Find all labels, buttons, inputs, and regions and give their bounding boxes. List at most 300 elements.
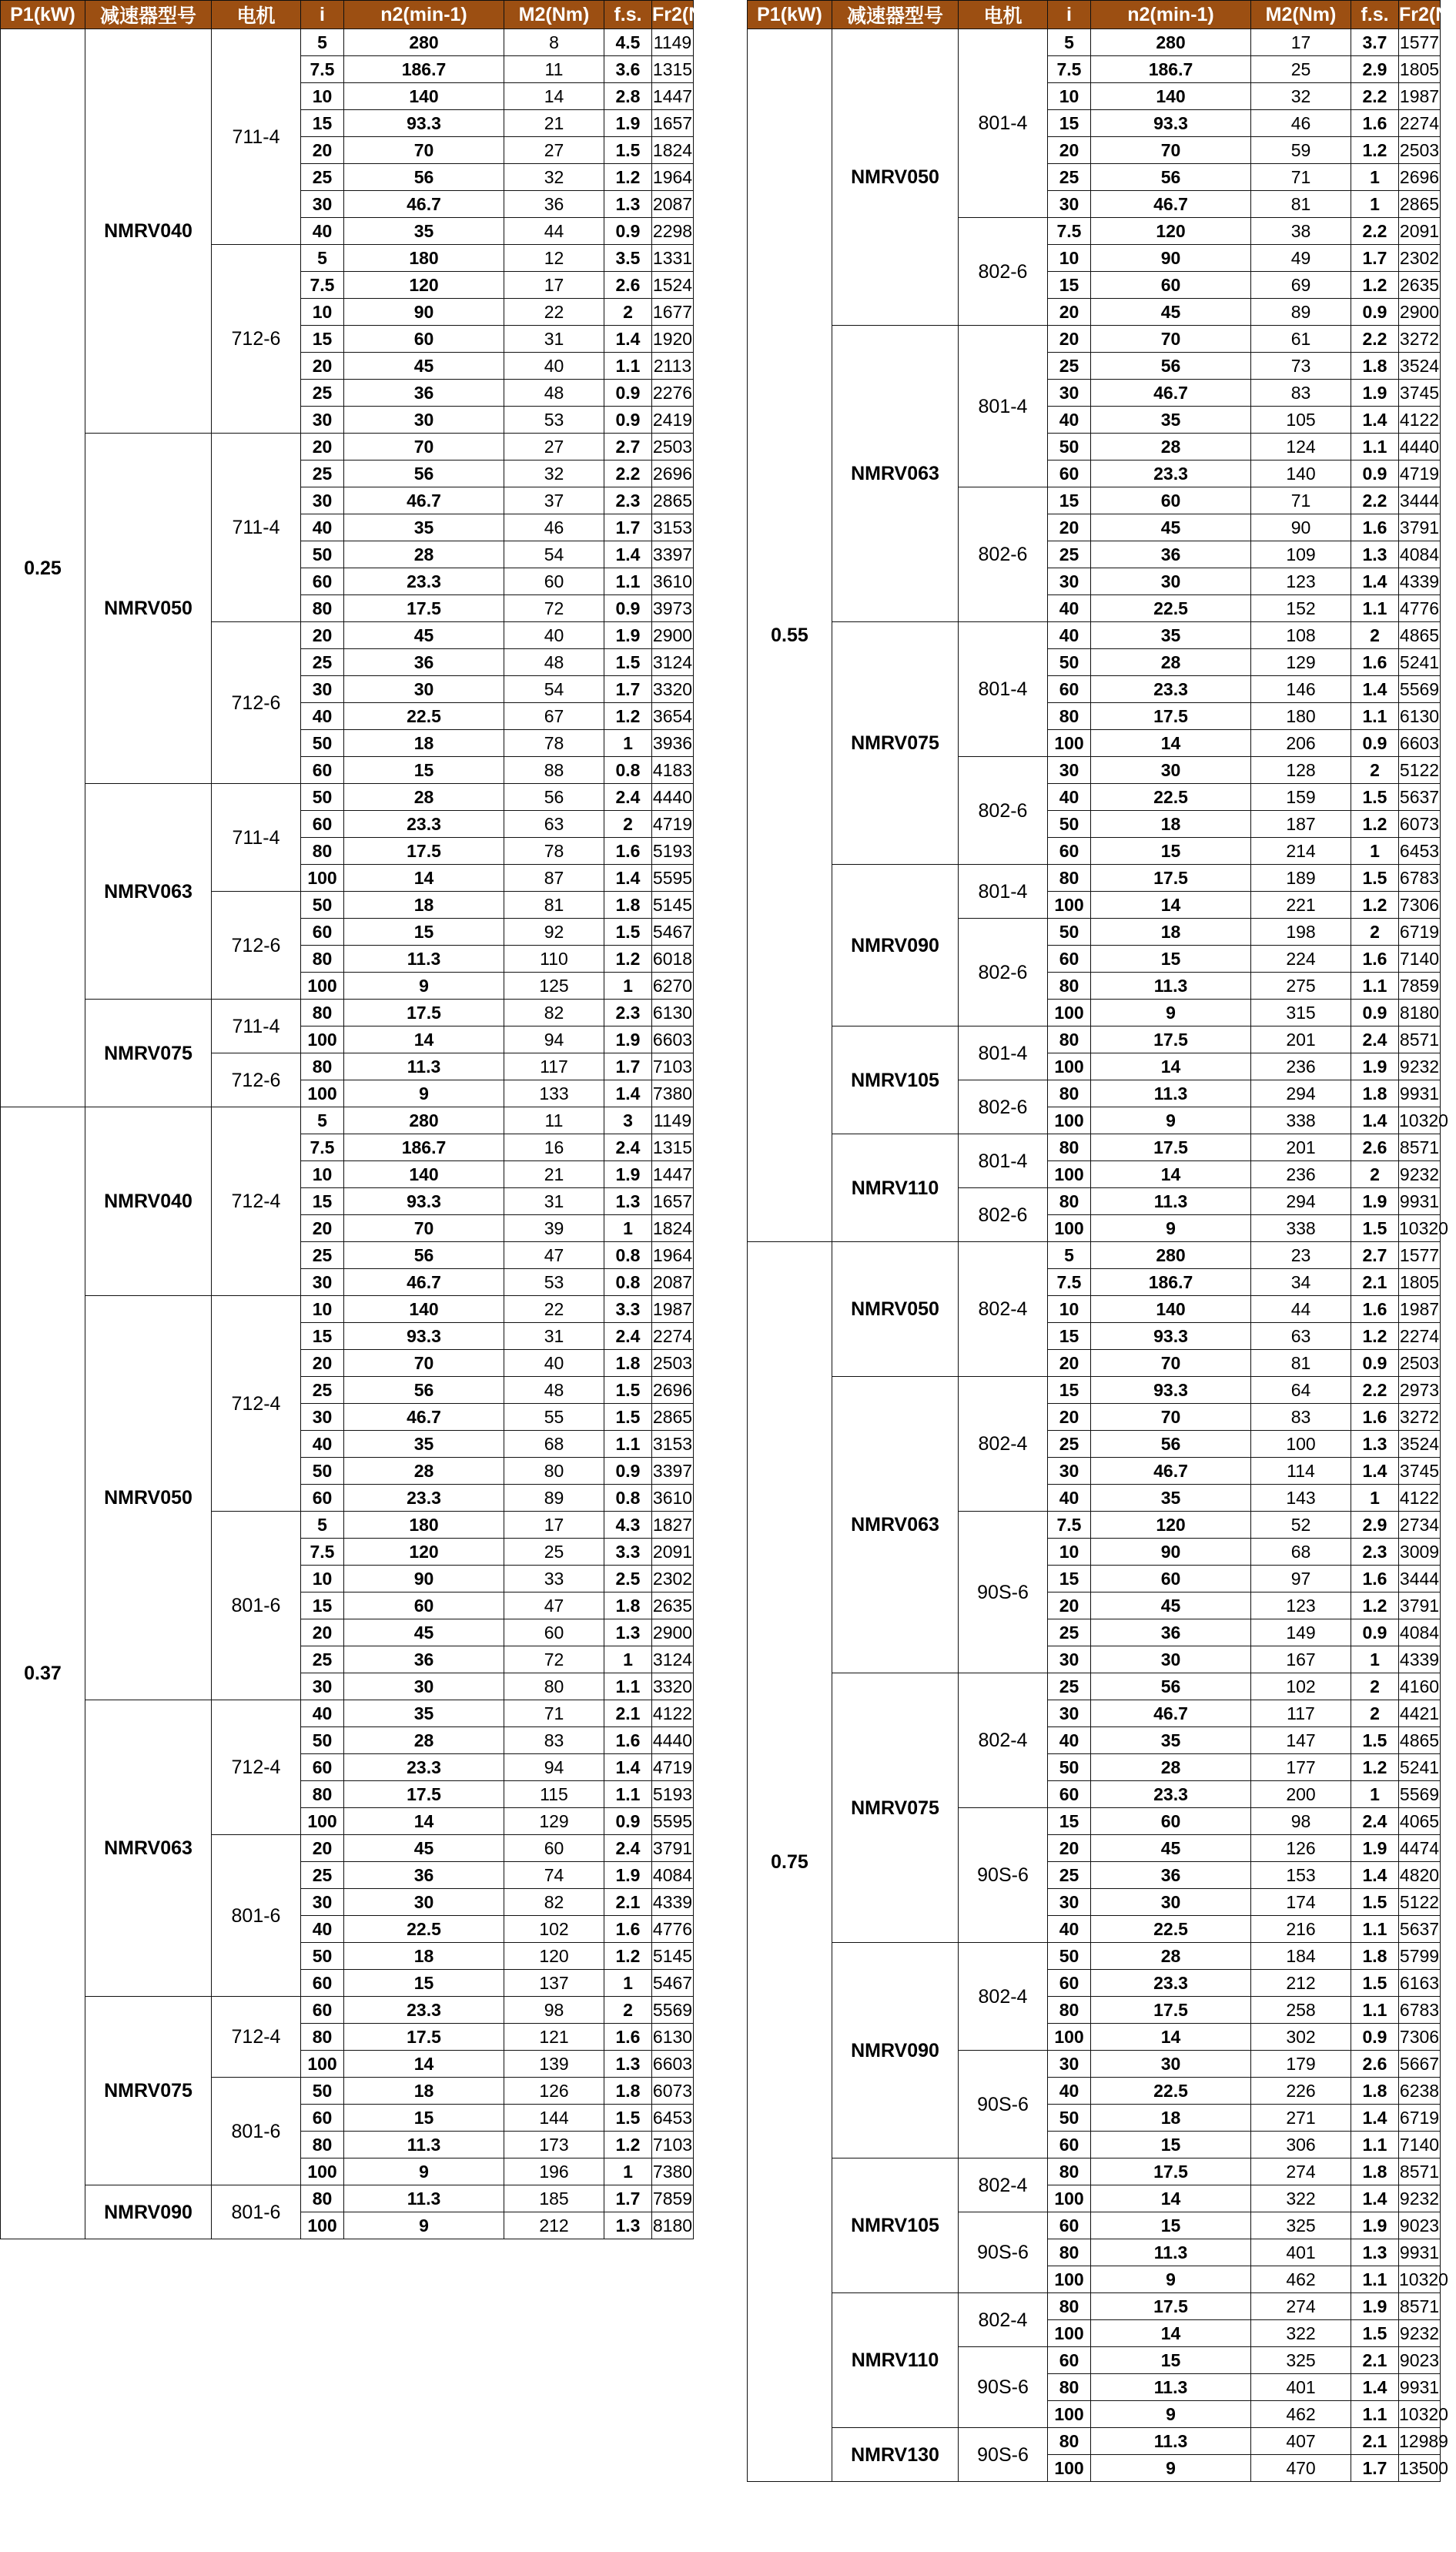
- ratio-cell: 25: [301, 164, 344, 191]
- torque-cell: 89: [1251, 299, 1351, 326]
- speed-cell: 90: [344, 1566, 504, 1592]
- speed-cell: 9: [344, 2212, 504, 2239]
- speed-cell: 9: [1091, 2455, 1251, 2482]
- reducer-model-cell: NMRV050: [85, 1296, 212, 1700]
- service-factor-cell: 1.3: [1351, 2239, 1399, 2266]
- service-factor-cell: 1: [1351, 1781, 1399, 1808]
- torque-cell: 258: [1251, 1997, 1351, 2024]
- speed-cell: 14: [1091, 730, 1251, 757]
- service-factor-cell: 2: [1351, 622, 1399, 649]
- service-factor-cell: 1.4: [1351, 676, 1399, 703]
- radial-load-cell: 5145: [652, 892, 694, 919]
- motor-cell: 802-6: [959, 757, 1048, 865]
- service-factor-cell: 1.7: [1351, 245, 1399, 272]
- torque-cell: 126: [1251, 1835, 1351, 1862]
- ratio-cell: 50: [1048, 811, 1091, 838]
- torque-cell: 179: [1251, 2051, 1351, 2078]
- service-factor-cell: 2.4: [604, 1134, 652, 1161]
- radial-load-cell: 5569: [1399, 676, 1441, 703]
- right-table-panel: [747, 0, 1456, 2482]
- torque-cell: 315: [1251, 1000, 1351, 1026]
- radial-load-cell: 2696: [1399, 164, 1441, 191]
- ratio-cell: 20: [1048, 1350, 1091, 1377]
- table-row: [748, 1673, 1441, 1700]
- ratio-cell: 80: [1048, 2293, 1091, 2320]
- speed-cell: 36: [1091, 1862, 1251, 1889]
- ratio-cell: 60: [301, 811, 344, 838]
- radial-load-cell: 10320: [1399, 1215, 1441, 1242]
- radial-load-cell: 3791: [652, 1835, 694, 1862]
- torque-cell: 177: [1251, 1754, 1351, 1781]
- speed-cell: 18: [344, 892, 504, 919]
- speed-cell: 280: [344, 29, 504, 56]
- ratio-cell: 15: [1048, 272, 1091, 299]
- radial-load-cell: 1824: [652, 137, 694, 164]
- speed-cell: 11.3: [1091, 1080, 1251, 1107]
- radial-load-cell: 4160: [1399, 1673, 1441, 1700]
- radial-load-cell: 4719: [1399, 460, 1441, 487]
- service-factor-cell: 1.6: [604, 1727, 652, 1754]
- torque-cell: 54: [504, 541, 604, 568]
- torque-cell: 180: [1251, 703, 1351, 730]
- torque-cell: 73: [1251, 353, 1351, 380]
- ratio-cell: 15: [301, 110, 344, 137]
- ratio-cell: 25: [301, 649, 344, 676]
- ratio-cell: 50: [1048, 649, 1091, 676]
- ratio-cell: 50: [1048, 1943, 1091, 1970]
- speed-cell: 46.7: [1091, 1458, 1251, 1485]
- torque-cell: 33: [504, 1566, 604, 1592]
- ratio-cell: 30: [301, 1269, 344, 1296]
- torque-cell: 94: [504, 1026, 604, 1053]
- speed-cell: 30: [344, 1889, 504, 1916]
- motor-cell: 801-4: [959, 1134, 1048, 1188]
- radial-load-cell: 3124: [652, 649, 694, 676]
- radial-load-cell: 5145: [652, 1943, 694, 1970]
- service-factor-cell: 1.1: [1351, 2132, 1399, 2158]
- service-factor-cell: 1: [604, 1970, 652, 1997]
- speed-cell: 11.3: [1091, 1188, 1251, 1215]
- service-factor-cell: 0.9: [1351, 2024, 1399, 2051]
- radial-load-cell: 2865: [652, 1404, 694, 1431]
- torque-cell: 121: [504, 2024, 604, 2051]
- radial-load-cell: 1577: [1399, 1242, 1441, 1269]
- torque-cell: 89: [504, 1485, 604, 1512]
- speed-cell: 70: [344, 137, 504, 164]
- ratio-cell: 15: [1048, 1808, 1091, 1835]
- service-factor-cell: 1.6: [1351, 110, 1399, 137]
- reducer-model-cell: NMRV110: [832, 2293, 959, 2428]
- ratio-cell: 40: [1048, 2078, 1091, 2105]
- ratio-cell: 100: [1048, 892, 1091, 919]
- ratio-cell: 15: [1048, 1566, 1091, 1592]
- service-factor-cell: 1.6: [1351, 649, 1399, 676]
- torque-cell: 322: [1251, 2185, 1351, 2212]
- service-factor-cell: 3.3: [604, 1539, 652, 1566]
- radial-load-cell: 12989: [1399, 2428, 1441, 2455]
- torque-cell: 48: [504, 380, 604, 407]
- header-service-factor: f.s.: [1351, 1, 1399, 29]
- table-row: [748, 1134, 1441, 1161]
- header-radial-load: Fr2(N): [652, 1, 694, 29]
- service-factor-cell: 0.9: [604, 380, 652, 407]
- ratio-cell: 100: [301, 865, 344, 892]
- torque-cell: 71: [1251, 164, 1351, 191]
- speed-cell: 18: [344, 2078, 504, 2105]
- radial-load-cell: 4122: [1399, 407, 1441, 434]
- radial-load-cell: 4084: [1399, 1619, 1441, 1646]
- ratio-cell: 100: [1048, 2024, 1091, 2051]
- speed-cell: 18: [344, 730, 504, 757]
- ratio-cell: 100: [1048, 2266, 1091, 2293]
- ratio-cell: 15: [1048, 1323, 1091, 1350]
- speed-cell: 186.7: [1091, 1269, 1251, 1296]
- service-factor-cell: 1: [1351, 191, 1399, 218]
- torque-cell: 115: [504, 1781, 604, 1808]
- radial-load-cell: 5122: [1399, 757, 1441, 784]
- torque-cell: 325: [1251, 2347, 1351, 2374]
- table-row: [748, 2428, 1441, 2455]
- radial-load-cell: 1149: [652, 29, 694, 56]
- header-output-torque: M2(Nm): [504, 1, 604, 29]
- service-factor-cell: 1.6: [604, 838, 652, 865]
- service-factor-cell: 1.5: [604, 137, 652, 164]
- header-output-speed: n2(min-1): [344, 1, 504, 29]
- speed-cell: 28: [1091, 434, 1251, 460]
- table-row: [748, 1377, 1441, 1404]
- service-factor-cell: 1.9: [604, 1862, 652, 1889]
- speed-cell: 28: [1091, 1943, 1251, 1970]
- speed-cell: 17.5: [1091, 1997, 1251, 2024]
- speed-cell: 11.3: [1091, 2239, 1251, 2266]
- speed-cell: 15: [344, 757, 504, 784]
- radial-load-cell: 1920: [652, 326, 694, 353]
- radial-load-cell: 6453: [1399, 838, 1441, 865]
- speed-cell: 93.3: [1091, 1323, 1251, 1350]
- ratio-cell: 30: [301, 487, 344, 514]
- torque-cell: 60: [504, 1619, 604, 1646]
- torque-cell: 147: [1251, 1727, 1351, 1754]
- ratio-cell: 20: [301, 622, 344, 649]
- header-reducer-model: 减速器型号: [832, 1, 959, 29]
- torque-cell: 61: [1251, 326, 1351, 353]
- speed-cell: 14: [1091, 1053, 1251, 1080]
- service-factor-cell: 1.8: [1351, 1080, 1399, 1107]
- ratio-cell: 60: [1048, 838, 1091, 865]
- torque-cell: 83: [504, 1727, 604, 1754]
- left-selection-table: [0, 0, 709, 2239]
- ratio-cell: 100: [1048, 2401, 1091, 2428]
- torque-cell: 173: [504, 2132, 604, 2158]
- torque-cell: 53: [504, 407, 604, 434]
- ratio-cell: 80: [1048, 2428, 1091, 2455]
- speed-cell: 35: [344, 1431, 504, 1458]
- radial-load-cell: 6018: [652, 946, 694, 973]
- ratio-cell: 50: [301, 1458, 344, 1485]
- header-motor: 电机: [212, 1, 301, 29]
- service-factor-cell: 1.7: [604, 1053, 652, 1080]
- header-radial-load: Fr2(N): [1399, 1, 1441, 29]
- service-factor-cell: 0.9: [604, 1458, 652, 1485]
- motor-cell: 802-6: [959, 487, 1048, 622]
- speed-cell: 14: [1091, 892, 1251, 919]
- speed-cell: 17.5: [1091, 1026, 1251, 1053]
- reducer-model-cell: NMRV040: [85, 29, 212, 434]
- reducer-model-cell: NMRV050: [832, 29, 959, 326]
- service-factor-cell: 1.9: [604, 622, 652, 649]
- service-factor-cell: 0.8: [604, 1485, 652, 1512]
- torque-cell: 22: [504, 299, 604, 326]
- service-factor-cell: 2: [604, 1997, 652, 2024]
- ratio-cell: 40: [301, 218, 344, 245]
- torque-cell: 11: [504, 1107, 604, 1134]
- radial-load-cell: 2276: [652, 380, 694, 407]
- service-factor-cell: 2.3: [604, 487, 652, 514]
- service-factor-cell: 1.2: [604, 1943, 652, 1970]
- ratio-cell: 20: [301, 137, 344, 164]
- torque-cell: 74: [504, 1862, 604, 1889]
- radial-load-cell: 3397: [652, 541, 694, 568]
- speed-cell: 45: [1091, 1835, 1251, 1862]
- speed-cell: 11.3: [344, 1053, 504, 1080]
- radial-load-cell: 7103: [652, 1053, 694, 1080]
- ratio-cell: 10: [301, 1296, 344, 1323]
- radial-load-cell: 6453: [652, 2105, 694, 2132]
- radial-load-cell: 2087: [652, 1269, 694, 1296]
- radial-load-cell: 3124: [652, 1646, 694, 1673]
- radial-load-cell: 3272: [1399, 1404, 1441, 1431]
- torque-cell: 114: [1251, 1458, 1351, 1485]
- reducer-model-cell: NMRV075: [85, 1997, 212, 2185]
- radial-load-cell: 3397: [652, 1458, 694, 1485]
- header-reducer-model: 减速器型号: [85, 1, 212, 29]
- radial-load-cell: 7380: [652, 2158, 694, 2185]
- torque-cell: 159: [1251, 784, 1351, 811]
- radial-load-cell: 9232: [1399, 2320, 1441, 2347]
- service-factor-cell: 1.8: [604, 2078, 652, 2105]
- service-factor-cell: 3.3: [604, 1296, 652, 1323]
- service-factor-cell: 1.4: [1351, 1107, 1399, 1134]
- speed-cell: 56: [1091, 1431, 1251, 1458]
- ratio-cell: 15: [1048, 487, 1091, 514]
- motor-cell: 802-4: [959, 1377, 1048, 1512]
- torque-cell: 32: [504, 164, 604, 191]
- motor-cell: 712-4: [212, 1107, 301, 1296]
- torque-cell: 46: [504, 514, 604, 541]
- speed-cell: 23.3: [1091, 676, 1251, 703]
- speed-cell: 46.7: [344, 1269, 504, 1296]
- service-factor-cell: 0.9: [1351, 1350, 1399, 1377]
- torque-cell: 68: [1251, 1539, 1351, 1566]
- speed-cell: 120: [344, 1539, 504, 1566]
- service-factor-cell: 2.3: [1351, 1539, 1399, 1566]
- torque-cell: 306: [1251, 2132, 1351, 2158]
- ratio-cell: 80: [1048, 2158, 1091, 2185]
- ratio-cell: 60: [301, 1485, 344, 1512]
- service-factor-cell: 2.2: [1351, 326, 1399, 353]
- service-factor-cell: 1.2: [604, 164, 652, 191]
- motor-cell: 802-6: [959, 1080, 1048, 1134]
- motor-cell: 90S-6: [959, 2212, 1048, 2293]
- speed-cell: 45: [1091, 1592, 1251, 1619]
- ratio-cell: 10: [301, 1566, 344, 1592]
- torque-cell: 105: [1251, 407, 1351, 434]
- torque-cell: 201: [1251, 1026, 1351, 1053]
- torque-cell: 52: [1251, 1512, 1351, 1539]
- ratio-cell: 50: [301, 2078, 344, 2105]
- header-output-torque: M2(Nm): [1251, 1, 1351, 29]
- radial-load-cell: 4122: [652, 1700, 694, 1727]
- torque-cell: 8: [504, 29, 604, 56]
- radial-load-cell: 2302: [1399, 245, 1441, 272]
- speed-cell: 17.5: [344, 2024, 504, 2051]
- ratio-cell: 80: [1048, 1026, 1091, 1053]
- motor-cell: 802-6: [959, 218, 1048, 326]
- ratio-cell: 60: [1048, 2347, 1091, 2374]
- speed-cell: 23.3: [1091, 460, 1251, 487]
- torque-cell: 21: [504, 110, 604, 137]
- speed-cell: 120: [1091, 1512, 1251, 1539]
- torque-cell: 72: [504, 595, 604, 622]
- radial-load-cell: 2635: [1399, 272, 1441, 299]
- service-factor-cell: 1.9: [604, 1161, 652, 1188]
- right-table-body: [748, 29, 1448, 2482]
- ratio-cell: 50: [301, 1727, 344, 1754]
- speed-cell: 9: [1091, 1107, 1251, 1134]
- motor-cell: 802-4: [959, 2158, 1048, 2212]
- service-factor-cell: 0.9: [1351, 1619, 1399, 1646]
- service-factor-cell: 1.8: [1351, 2078, 1399, 2105]
- reducer-model-cell: NMRV063: [85, 784, 212, 1000]
- radial-load-cell: 3610: [652, 568, 694, 595]
- header-power: P1(kW): [748, 1, 832, 29]
- torque-cell: 83: [1251, 1404, 1351, 1431]
- motor-cell: 801-6: [212, 2185, 301, 2239]
- speed-cell: 30: [1091, 1889, 1251, 1916]
- torque-cell: 221: [1251, 892, 1351, 919]
- torque-cell: 143: [1251, 1485, 1351, 1512]
- radial-load-cell: 2973: [1399, 1377, 1441, 1404]
- service-factor-cell: 1: [1351, 838, 1399, 865]
- ratio-cell: 100: [1048, 1000, 1091, 1026]
- speed-cell: 60: [1091, 272, 1251, 299]
- ratio-cell: 30: [1048, 757, 1091, 784]
- torque-cell: 69: [1251, 272, 1351, 299]
- left-table-body: [1, 29, 694, 2239]
- service-factor-cell: 1.1: [604, 353, 652, 380]
- torque-cell: 22: [504, 1296, 604, 1323]
- torque-cell: 271: [1251, 2105, 1351, 2132]
- torque-cell: 128: [1251, 757, 1351, 784]
- radial-load-cell: 13500: [1399, 2455, 1441, 2482]
- service-factor-cell: 0.9: [604, 218, 652, 245]
- radial-load-cell: 9232: [1399, 2185, 1441, 2212]
- radial-load-cell: 8571: [1399, 2158, 1441, 2185]
- torque-cell: 17: [504, 272, 604, 299]
- radial-load-cell: 2503: [652, 434, 694, 460]
- motor-cell: 801-4: [959, 1026, 1048, 1080]
- speed-cell: 22.5: [1091, 1916, 1251, 1943]
- speed-cell: 18: [1091, 811, 1251, 838]
- torque-cell: 12: [504, 245, 604, 272]
- service-factor-cell: 1: [1351, 1485, 1399, 1512]
- motor-cell: 801-6: [212, 1835, 301, 1997]
- torque-cell: 38: [1251, 218, 1351, 245]
- ratio-cell: 40: [1048, 1727, 1091, 1754]
- reducer-model-cell: NMRV063: [832, 326, 959, 622]
- radial-load-cell: 3320: [652, 1673, 694, 1700]
- torque-cell: 212: [1251, 1970, 1351, 1997]
- service-factor-cell: 1.3: [604, 1619, 652, 1646]
- service-factor-cell: 0.9: [1351, 299, 1399, 326]
- torque-cell: 55: [504, 1404, 604, 1431]
- service-factor-cell: 1.6: [604, 2024, 652, 2051]
- speed-cell: 17.5: [344, 1000, 504, 1026]
- ratio-cell: 40: [1048, 407, 1091, 434]
- ratio-cell: 80: [301, 2185, 344, 2212]
- radial-load-cell: 7306: [1399, 2024, 1441, 2051]
- motor-cell: 711-4: [212, 434, 301, 622]
- ratio-cell: 30: [301, 676, 344, 703]
- service-factor-cell: 1.7: [604, 514, 652, 541]
- service-factor-cell: 1.9: [1351, 1835, 1399, 1862]
- speed-cell: 11.3: [344, 2185, 504, 2212]
- torque-cell: 189: [1251, 865, 1351, 892]
- ratio-cell: 25: [1048, 1619, 1091, 1646]
- speed-cell: 30: [1091, 1646, 1251, 1673]
- torque-cell: 198: [1251, 919, 1351, 946]
- service-factor-cell: 1.4: [1351, 1862, 1399, 1889]
- ratio-cell: 100: [1048, 2455, 1091, 2482]
- speed-cell: 90: [1091, 245, 1251, 272]
- motor-cell: 90S-6: [959, 1808, 1048, 1943]
- speed-cell: 28: [344, 784, 504, 811]
- service-factor-cell: 1.6: [1351, 1296, 1399, 1323]
- reducer-model-cell: NMRV040: [85, 1107, 212, 1296]
- ratio-cell: 80: [301, 946, 344, 973]
- ratio-cell: 80: [1048, 2374, 1091, 2401]
- service-factor-cell: 1.5: [1351, 2320, 1399, 2347]
- table-row: [1, 2185, 694, 2212]
- radial-load-cell: 4776: [1399, 595, 1441, 622]
- torque-cell: 149: [1251, 1619, 1351, 1646]
- service-factor-cell: 1.4: [1351, 2185, 1399, 2212]
- ratio-cell: 30: [1048, 1700, 1091, 1727]
- ratio-cell: 100: [301, 2212, 344, 2239]
- speed-cell: 15: [1091, 2132, 1251, 2158]
- torque-cell: 16: [504, 1134, 604, 1161]
- ratio-cell: 20: [301, 1215, 344, 1242]
- speed-cell: 9: [1091, 1000, 1251, 1026]
- speed-cell: 17.5: [344, 838, 504, 865]
- radial-load-cell: 8180: [1399, 1000, 1441, 1026]
- speed-cell: 60: [1091, 1566, 1251, 1592]
- torque-cell: 206: [1251, 730, 1351, 757]
- torque-cell: 82: [504, 1889, 604, 1916]
- torque-cell: 274: [1251, 2158, 1351, 2185]
- torque-cell: 25: [1251, 56, 1351, 83]
- reducer-model-cell: NMRV050: [85, 434, 212, 784]
- service-factor-cell: 1.1: [1351, 973, 1399, 1000]
- radial-load-cell: 1524: [652, 272, 694, 299]
- service-factor-cell: 2.1: [604, 1700, 652, 1727]
- radial-load-cell: 5193: [652, 838, 694, 865]
- ratio-cell: 15: [1048, 110, 1091, 137]
- ratio-cell: 80: [1048, 1188, 1091, 1215]
- torque-cell: 201: [1251, 1134, 1351, 1161]
- torque-cell: 98: [504, 1997, 604, 2024]
- radial-load-cell: 9232: [1399, 1161, 1441, 1188]
